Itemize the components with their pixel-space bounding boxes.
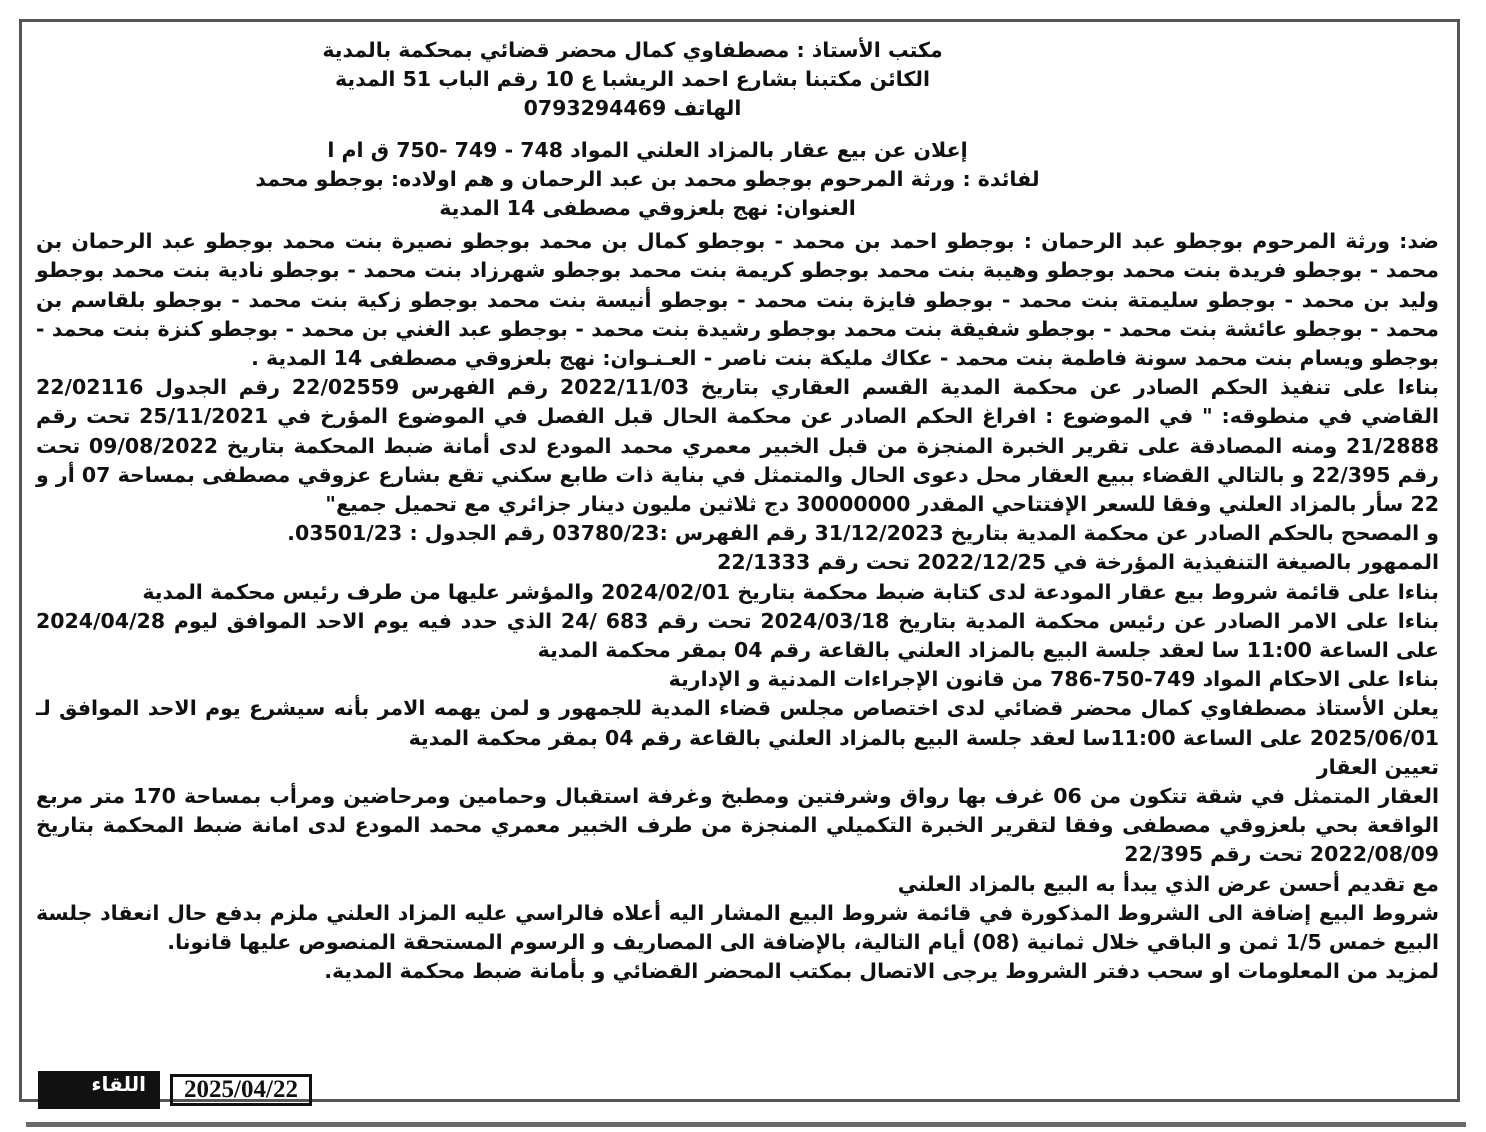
property-heading: تعيين العقار [1316,754,1439,779]
office-address: الكائن مكتبنا بشارع احمد الريشبا ع 10 رقم الباب 51 المدية [334,67,931,92]
contact-paragraph: لمزيد من المعلومات او سحب دفتر الشروط يرجى الاتصال بمكتب المحضر القضائي و بأمانة ضبط محكمة المدية. [324,959,1439,984]
property-description-paragraph: العقار المتمثل في شقة تتكون من 06 غرف بها رواق وشرفتين ومطبخ وغرفة استقبال وحمامين ومرحاضين ومرأب بمساحة 170 متر مربع الواقعة بحي بلعزوقي مصطفى وفقا لتقرير الخبرة التكميلي المنجزة من طرف الخبير معمري محمد المودع لدى امانة ضبط المحكمة بتاريخ 2022/08/09 تحت رقم 22/395 [36,784,1440,867]
page-bottom-rule [26,1122,1466,1127]
best-offer-paragraph: مع تقديم أحسن عرض الذي يبدأ به البيع بالمزاد العلني [897,871,1439,896]
judgment-paragraph: بناءا على تنفيذ الحكم الصادر عن محكمة المدية القسم العقاري بتاريخ 2022/11/03 رقم الفهرس 22/02559 رقم الجدول 22/02116 القاضي في منطوقه: " في الموضوع : افراغ الحكم الصادر عن محكمة الحال قبل الفصل في الموضوع المؤرخ في 25/11/2021 تحت رقم 21/2888 ومنه المصادقة على تقرير الخبرة المنجزة من قبل الخبير معمري محمد المودع لدى أمانة ضبط المحكمة بتاريخ 09/08/2022 تحت رقم 22/395 و بالتالي القضاء ببيع العقار محل دعوى الحال والمتمثل في بناية ذات طابع سكني تقع بشارع عزوقي مصطفى بمساحة 07 أر و 22 سأر بالمزاد العلني وفقا للسعر الإفتتاحي المقدر 30000000 دج ثلاثين مليون دينار جزائري مع تحميل جميع" [36,375,1440,517]
conditions-list-paragraph: بناءا على قائمة شروط بيع عقار المودعة لدى كتابة ضبط محكمة بتاريخ 2024/02/01 والمؤشر عليها من طرف رئيس محكمة المدية [142,579,1439,604]
announcement-paragraph: يعلن الأستاذ مصطفاوي كمال محضر قضائي لدى اختصاص مجلس قضاء المدية للجمهور و لمن يهمه الامر بأنه سيشرع يوم الاحد الموافق لـ 2025/06/01 على الساعة 11:00سا لعقد جلسة البيع بالمزاد العلني بالقاعة رقم 04 بمقر محكمة المدية [36,696,1439,750]
office-phone: الهاتف 0793294469 [523,96,742,121]
beneficiary-line: لفائدة : ورثة المرحوم بوجطو محمد بن عبد الرحمان و هم اولاده: بوجطو محمد [255,166,1040,191]
office-name: مكتب الأستاذ : مصطفاوي كمال محضر قضائي بمحكمة بالمدية [322,38,943,62]
notice-body [36,227,1439,986]
legal-articles-paragraph: بناءا على الاحكام المواد 749-750-786 من قانون الإجراءات المدنية و الإدارية [668,667,1439,692]
legal-notice [36,36,1439,987]
beneficiary-address: العنوان: نهج بلعزوقي مصطفى 14 المدية [439,196,856,221]
notice-title-block [36,136,1439,224]
sale-conditions-paragraph: شروط البيع إضافة الى الشروط المذكورة في قائمة شروط البيع المشار اليه أعلاه فالراسي عليه المزاد العلني ملزم بدفع حال انعقاد جلسة البيع خمس 1/5 ثمن و الباقي خلال ثمانية (08) أيام التالية، بالإضافة الى المصاريف و الرسوم المستحقة المنصوص عليها قانونا. [36,900,1439,955]
defendants-paragraph: ضد: ورثة المرحوم بوجطو عبد الرحمان : بوجطو احمد بن محمد - بوجطو كمال بن محمد بوجطو نصيرة بنت محمد بوجطو عبد الرحمان بن محمد - بوجطو فريدة بنت محمد بوجطو وهيبة بنت محمد بوجطو كريمة بنت محمد بوجطو شهرزاد بنت محمد - بوجطو نادية بنت محمد بوجطو وليد بن محمد - بوجطو سليمتة بنت محمد - بوجطو فايزة بنت محمد - بوجطو أنيسة بنت محمد بوجطو زكية بنت محمد - بوجطو بلقاسم بن محمد - بوجطو عائشة بنت محمد - بوجطو شفيقة بنت محمد بوجطو رشيدة بنت محمد - بوجطو عبد الغني بن محمد - بوجطو كنزة بنت محمد - بوجطو ويسام بنت محمد سونة فاطمة بنت محمد - عكاك مليكة بنت ناصر - العـنـوان: نهج بلعزوقي مصطفى 14 المدية . [36,229,1439,371]
publication-footer [38,1071,312,1109]
publication-date: 2025/04/22 [170,1074,312,1106]
notice-title: إعلان عن بيع عقار بالمزاد العلني المواد 748 - 749 -750 ق ام ا [327,137,968,162]
court-order-paragraph: بناءا على الامر الصادر عن رئيس محكمة المدية بتاريخ 2024/03/18 تحت رقم 683 /24 الذي حدد فيه يوم الاحد الموافق ليوم 2024/04/28 على الساعة 11:00 سا لعقد جلسة البيع بالمزاد العلني بالقاعة رقم 04 بمقر محكمة المدية [36,608,1440,663]
newspaper-name-badge: اللقاء [38,1071,160,1109]
correction-paragraph: و المصحح بالحكم الصادر عن محكمة المدية بتاريخ 31/12/2023 رقم الفهرس :03780/23 رقم الجدول : 03501/23. [287,521,1439,546]
enforcement-formula-paragraph: الممهور بالصيغة التنفيذية المؤرخة في 2022/12/25 تحت رقم 22/1333 [717,550,1439,575]
bailiff-office-header [36,36,1439,124]
